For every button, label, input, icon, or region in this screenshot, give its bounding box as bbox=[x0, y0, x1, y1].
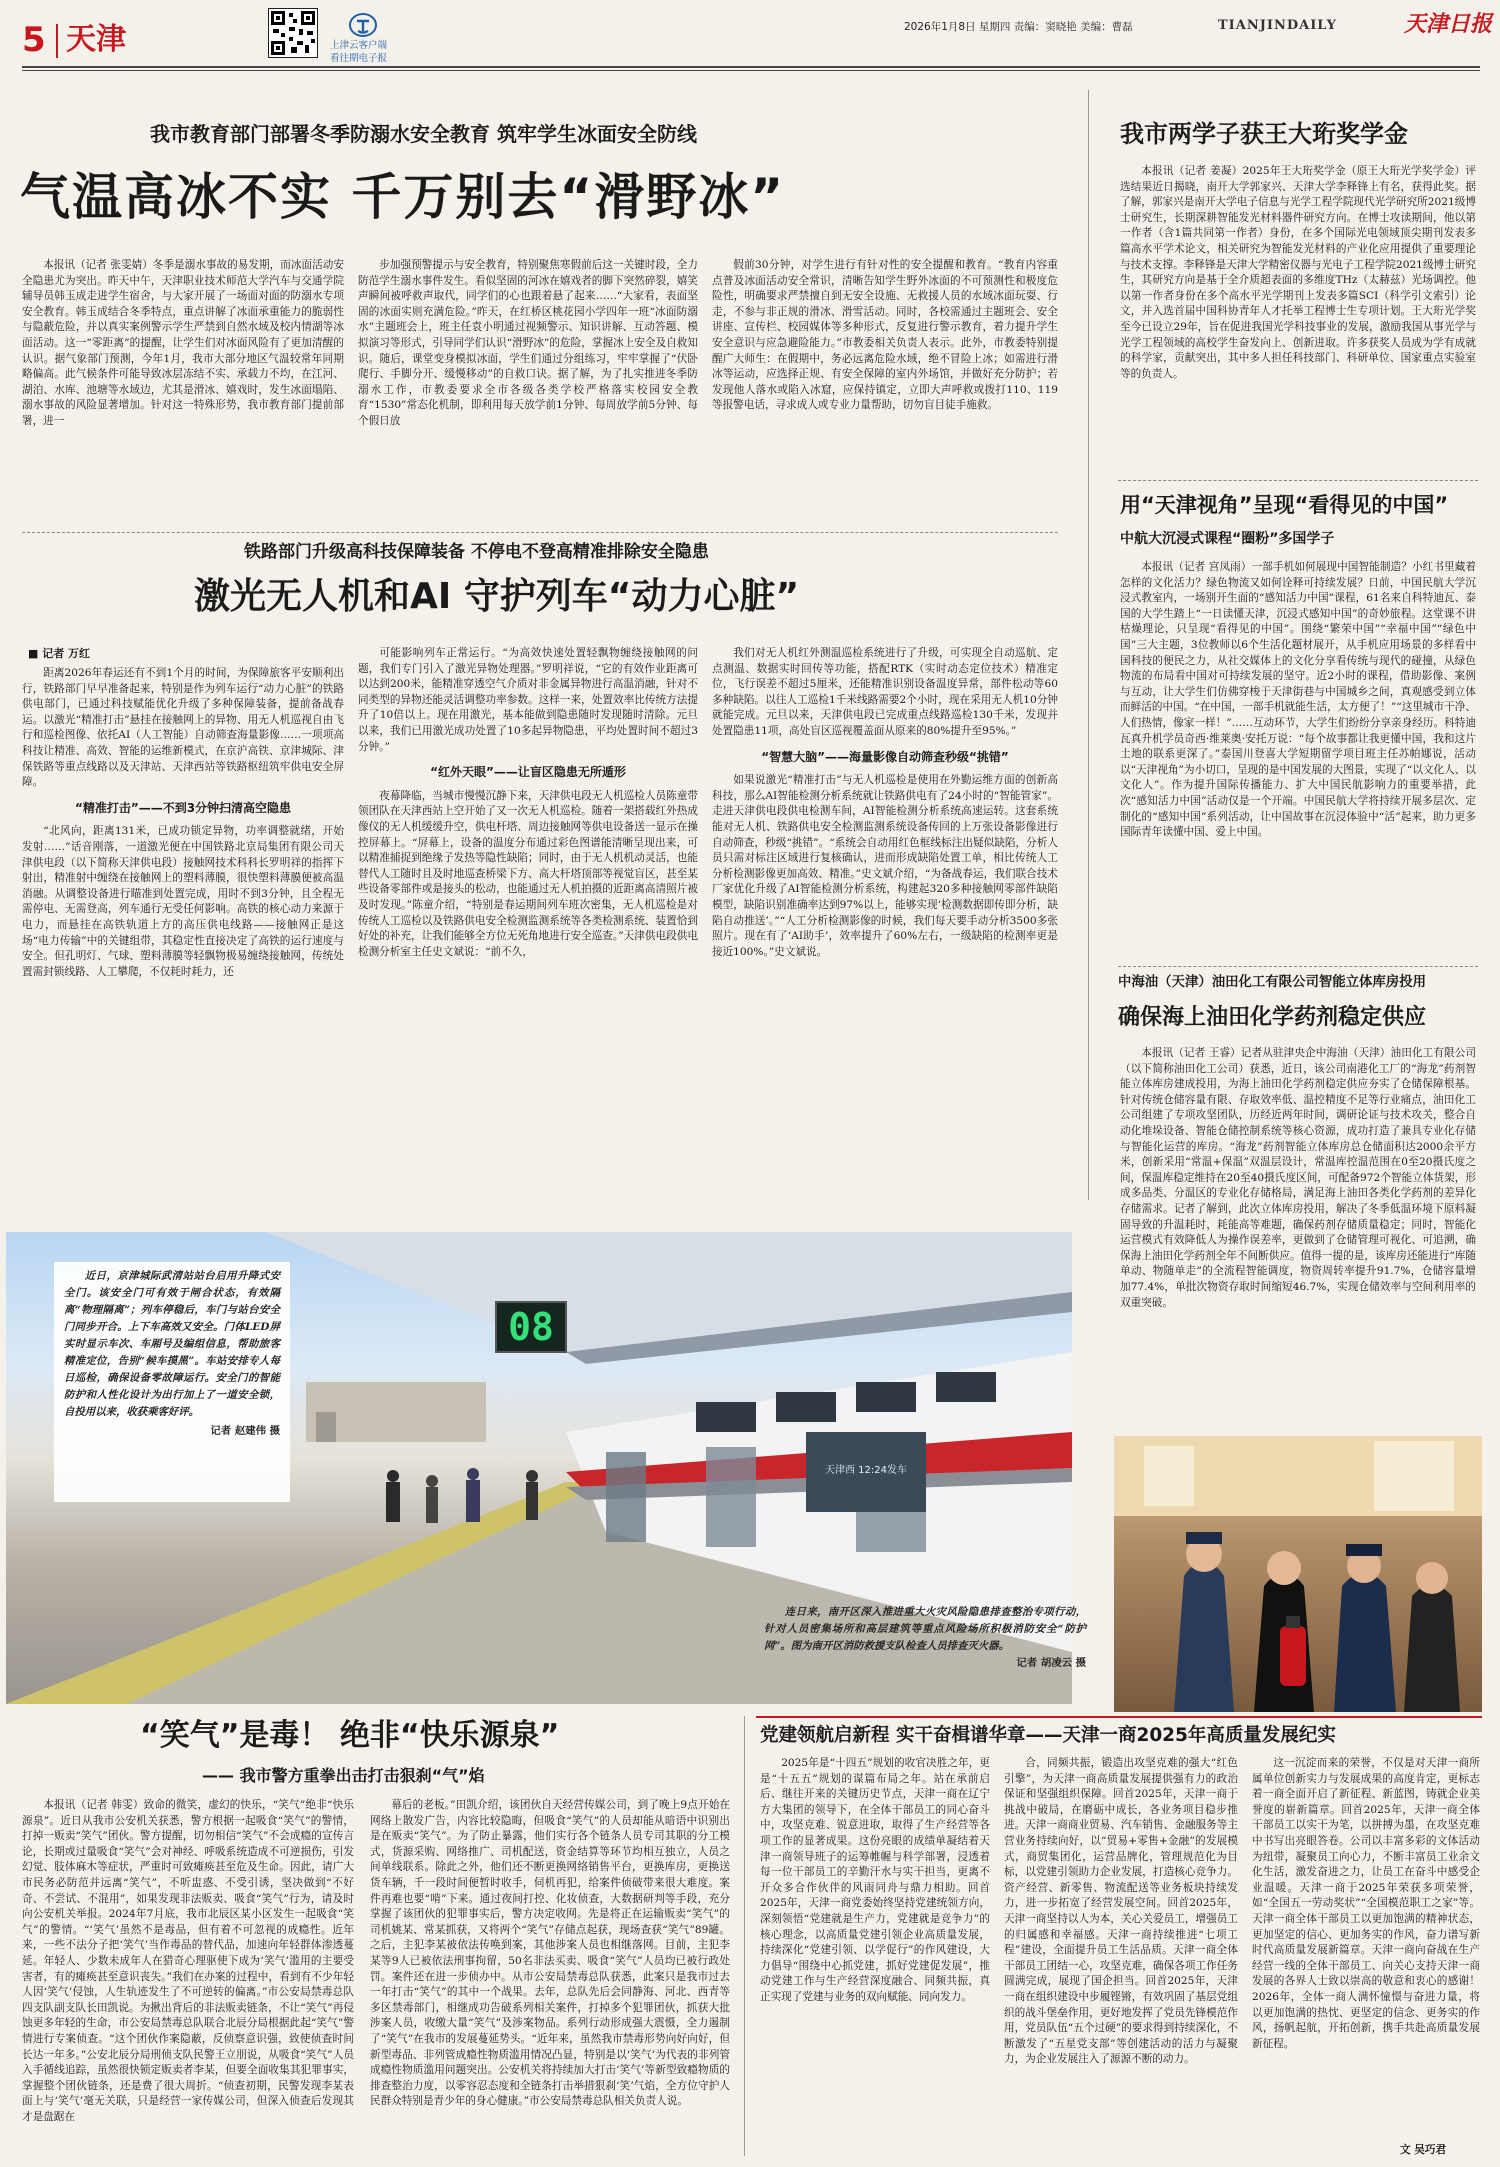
r1-body bbox=[1120, 164, 1476, 476]
a1-col1 bbox=[22, 258, 344, 468]
r3-body-text: 本报讯（记者 王睿）记者从驻津央企中海油（天津）油田化工有限公司（以下简称油田化工公司）获悉，近日，该公司南港化工厂的“海龙”药剂智能立体库房建成投用，为海上油田化学药剂稳定供应夯实了仓储保障根基。针对传统仓储容量有限、存取效率低、温控精度不足等行业痛点，油田化工公司组建了专项攻坚团队，历经近两年时间，调研论证与技术攻关，整合自动化堆垛设备、智能仓储控制系统等核心资源，成功打造了兼具专业化存储与智能化运营的库房。“海龙”药剂智能立体库房总仓储面积达2000余平方米，创新采用“常温+保温”双温层设计，常温库控温范围在0至20摄氏度之间，保温库稳定维持在20至40摄氏度区间，可配备972个智能立体货架，形成多品类、分温区的专业化存储格局，满足海上油田各类化学药剂的差异化存储需求。记者了解到，此次立体库房投用，解决了冬季低温环境下原料凝固导致的升温耗时，耗能高等难题，确保药剂存储质量稳定；同时，智能化运营模式有效降低人为操作误差率，更做到了仓储管理可视化、可追溯，确保海上油田化学药剂全年不间断供应。值得一提的是，该库房还能进行“库随单动、物随单走”的全流程智能调度，物资周转率提升91.7%，仓储容量增加77.4%，单批次物资存取时间缩短46.7%，实现仓储效率与空间利用率的双重突破。 bbox=[1120, 1047, 1476, 1309]
r1-body-text: 本报讯（记者 姜凝）2025年王大珩奖学金（原王大珩光学奖学金）评选结果近日揭晓，南开大学郭家兴、天津大学李释锋上有名，获得此奖。据了解，郭家兴是南开大学电子信息与光学工程学院现代光学研究所2021级博士研究生，长期深耕智能发光材料器件研究方向。在博士攻读期间，他以第一作者（含1篇共同第一作者）身份，在多个国际光电领域顶尖期刊发表多篇高水平学术论文，相关研究为智能发光材料的产业化应用提供了重要理论与技术支撑。李释锋是天津大学精密仪器与光电子工程学院2021级博士研究生，其研究方向是基于全介质超表面的多维度THz（太赫兹）光场调控。他以第一作者身份在多个高水平光学期刊上发表多篇SCI（科学引文索引）论文，并入选首届中国科协青年人才托举工程博士生专项计划。王大珩光学奖至今已设立29年，旨在促进我国光学科技事业的发展，激励我国从事光学与光学工程领域的高校学生奋发向上、创新进取。许多获奖人员成为学有成就的科学家，贡献突出，其中多人担任科技部门、科研单位、国家重点实验室等的负责人。 bbox=[1120, 165, 1476, 380]
r2-subhead: 中航大沉浸式课程“圈粉”多国学子 bbox=[1120, 531, 1335, 547]
a2-col2 bbox=[358, 646, 698, 1166]
a1-col3 bbox=[712, 258, 1058, 468]
photo-sign-text: 天津西 12:24发车 bbox=[825, 1465, 907, 1476]
photo2-credit: 记者 胡凌云 摄 bbox=[1016, 1657, 1086, 1669]
a4-col3-text: 这一沉淀而来的荣誉，不仅是对天津一商所属单位创新实力与发展成果的高度肯定，更标志着一商全面开启了新征程、新蓝图，铸就企业美誉度的崭新篇章。回首2025年，天津一商全体干部员工以实干为笔，以拼搏为墨，在攻坚克难中书写出亮眼答卷。公司以丰富多彩的文体活动为纽带，凝聚员工向心力，不断丰富员工业余文化生活，激发奋进之力，让员工在奋斗中感受企业温暖。天津一商于2025年荣获多项荣誉，如“全国五一劳动奖状”“全国模范职工之家”等。天津一商全体干部员工以更加饱满的精神状态，更加坚定的信心、更加务实的作风，奋力谱写新时代高质量发展新篇章。天津一商向奋战在生产经营一线的全体干部员工、向关心支持天津一商发展的各界人士致以崇高的敬意和衷心的感谢！2026年，全体一商人满怀憧憬与奋进力量，将以更加饱满的热忱、更坚定的信念、更务实的作风，扬帆起航，开拓创新，携手共赴高质量发展新征程。 bbox=[1252, 1757, 1480, 2050]
a2-col1 bbox=[22, 666, 344, 1166]
masthead-rule bbox=[22, 66, 1480, 68]
a3-col1-text: 本报讯（记者 韩雯）致命的微笑，虚幻的快乐，“笑气”绝非“快乐源泉”。近日从我市公安机关获悉，警方根据一起吸食“笑气”的警情，打掉一贩卖“笑气”团伙。警方提醒，切勿相信“笑气”不会成瘾的宣传言论，长期或过量吸食“笑气”会对神经、呼吸系统造成不可逆损伤，引发幻觉、肢体麻木等症状，严重时可致瘫痪甚至危及生命。因此，请广大市民务必防范并远离“笑气”，不听盅惑、不受引诱，坚决做到“不好奇、不尝试、不混用”，如果发现非法贩卖、吸食“笑气”行为，请及时向公安机关举报。2024年7月底，我市北辰区某小区发生一起吸食“笑气”的警情。“‘笑气’虽然不是毒品，但有着不可忽视的成瘾性。近年来，一些不法分子把‘笑气’当作毒品的替代品，加速向年轻群体渗透蔓延。年轻人、少数未成年人在猎奇心理驱使下成为‘笑气’滥用的主要受害者，有的瘫痪甚至意识丧失。”我们在办案的过程中，看到有不少年轻人因‘笑气’侵蚀，人生轨迹发生了不可逆转的偏离。”市公安局禁毒总队四支队副支队长田凯说。为揪出背后的非法贩卖链条，不让“笑气”再侵蚀更多年轻的生命，市公安局禁毒总队联合北辰分局根据此起“笑气”警情进行专案侦查。“这个团伙作案隐蔽，反侦察意识强，致使侦查时间长达一年多。”公安北辰分局刑侦支队民警王立朋说，从吸食“笑气”人员入手循线追踪，虽然很快锁定贩卖者李某，但要全面收集其犯罪事实，掌握整个团伙链条，还是费了很大周折。“侦查初期，民警发现李某表面上与‘笑气’毫无关联，只是经营一家传媒公司，但深入侦查后发现其才是盘踞在 bbox=[22, 1799, 354, 2123]
a2-kicker: 铁路部门升级高科技保障装备 不停电不登高精准排除安全隐患 bbox=[244, 542, 709, 562]
a2-headline: 激光无人机和AI 守护列车“动力心脏” bbox=[194, 576, 800, 617]
masthead bbox=[0, 0, 1500, 74]
photo-led-number: 08 bbox=[508, 1305, 554, 1349]
a1-kicker: 我市教育部门部署冬季防溺水安全教育 筑牢学生冰面安全防线 bbox=[150, 122, 697, 146]
paper-name-en: TIANJINDAILY bbox=[1218, 18, 1337, 33]
a4-byline: 文 吴巧君 bbox=[1400, 2144, 1447, 2156]
photo-fire-inspection bbox=[1114, 1436, 1482, 1712]
a2-subhead-3: “智慧大脑”——海量影像自动筛查秒级“挑错” bbox=[761, 749, 1009, 764]
a4-col2-text: 合，同频共振，锻造出攻坚克难的强大“红色引擎”，为天津一商高质量发展提供强有力的政治保证和坚强组织保障。回首2025年，天津一商于挑战中破局，在磨砺中成长，各业务项目稳步推进。天津一商商业贸易、汽车销售、金融服务等主营业务持续向好，以“贸易+零售+金融”的发展模式，商贸集团化，运营品牌化，管理规范化为目标，以党建引领助力企业发展，打造核心竞争力。资产经营、新零售、物流配送等业务板块持续发力，进一步拓宽了经营发展空间。回首2025年，天津一商坚持以人为本，关心关爱员工，增强员工的归属感和幸福感。天津一商持续推进“七项工程”建设，全面提升员工生活品质。天津一商全体干部员工团结一心，攻坚克难，确保各项工作任务圆满完成，展现了国企担当。回首2025年，天津一商在组织建设中步履铿锵，有效巩固了基层党组织的战斗堡垒作用，更好地发挥了党员先锋模范作用，党员队伍“五个过硬”的要求得到持续深化，不断激发了“五星党支部”等创建活动的活力与凝聚力，为企业发展注入了源源不断的动力。 bbox=[1004, 1757, 1238, 2066]
divider-a1-a2 bbox=[22, 532, 1058, 533]
a3-col2 bbox=[370, 1798, 730, 2158]
qr-code-icon[interactable] bbox=[268, 8, 318, 58]
a2-byline: ■ 记者 万红 bbox=[28, 647, 91, 660]
a2-subhead-1: “精准打击”——不到3分钟扫清高空隐患 bbox=[74, 800, 292, 815]
a2-col2-p2: 夜幕降临，当城市慢慢沉静下来，天津供电段无人机巡检人员陈童带领团队在天津西站上空开始了又一次无人机巡检。随着一架搭载红外热成像仪的无人机缓缓升空，供电杆塔、周边接触网等供电设备送一显示在操控屏幕上。“屏幕上，设备的温度分布通过彩色图谱能清晰呈现出来，可以精准捕捉到绝缘子发热等隐性缺陷；同时，由于无人机机动灵活，也能替代人工随时且及时地巡查桥梁下方、高大杆塔顶部等视觉盲区，甚至某些设备零部件或是接头的松动，也能通过无人机拍摄的近距离高清照片被及时发现。”陈童介绍，“特别是春运期间列车班次密集，无人机巡检是对传统人工巡检以及铁路供电安全检测监测系统等各类检测系统、装置恰到好处的补充，让我们能够全方位无死角地进行安全巡查。”天津供电段供电检测分析室主任史文斌说：“前不久， bbox=[358, 789, 698, 958]
r3-headline: 确保海上油田化学药剂稳定供应 bbox=[1118, 1005, 1427, 1030]
a3-col2-text: 幕后的老板。”田凯介绍，该团伙自天经营传媒公司，到了晚上9点开始在网络上散发广告，内容比较隐晦，但吸食“笑气”的人员却能从暗语中识别出是在贩卖“笑气”。为了防止暴露，他们实行各个链条人员专司其职的分工模式，货源采购、网络推广、司机配送，资金结算等环节均相互独立，人员之间单线联系。除此之外，他们还不断更换网络销售平台，更换库房，更换送货车辆，千一段时间便暂时收手，伺机再犯，给案件侦破带来很大难度。案件再难也要“啃”下来。通过夜间打控、化妆侦查，大数据研判等手段，充分掌握了该团伙的犯罪事实后，警方决定收网。先是将正在运输贩卖“笑气”的司机姚某、常某抓获，又将两个“笑气”存储点起获，现场查获“笑气”89罐。之后，主犯李某被依法传唤到案，其他涉案人员也相继落网。目前，主犯李某等9人已被依法刑事拘留，50名非法买卖、吸食“笑气”人员均已被行政处罚。案件还在进一步侦办中。从市公安局禁毒总队获悉，此案只是我市过去一年打击“笑气”的其中一个战果。去年，总队先后会同静海、河北、西青等多区禁毒部门，相继成功告破系列相关案件，打掉多个犯罪团伙，抓获大批涉案人员，收缴大量“笑气”及涉案物品。系列行动形成强大震慑，全力遏制了“笑气”在我市的发展蔓延势头。“近年来，虽然我市禁毒形势向好向好，但新型毒品、非列管成瘾性物质滥用情况凸显，特别是以‘笑气’为代表的非列管成瘾性物质滥用问题突出。公安机关将持续加大打击‘笑气’等新型致瘾物质的排查整治力度，以零容忍态度和全链条打击举措狠刹‘笑’气焰，全方位守护人民群众特别是青少年的身心健康。”市公安局禁毒总队相关负责人说。 bbox=[370, 1799, 730, 2108]
a1-col3-text: 假前30分钟，对学生进行有针对性的安全提醒和教育。“教育内容重点普及冰面活动安全常识，清晰告知学生野外冰面的不可预测性和极度危险性，明确要求严禁擅自到无安全设施、无救援人员的水域冰面玩耍、行走，不参与非正规的滑冰、滑雪活动。同时，各校需通过主题班会、安全讲座、宣传栏、校园媒体等多种形式，反复进行警示教育，着力提升学生安全意识与应急避险能力。”市教委相关负责人表示。此外，市教委特别提醒广大师生：在假期中，务必远离危险水域，绝不冒险上冰；如需进行滑冰等运动，应选择正规、有安全保障的室内外场馆，并做好充分防护；若发现他人落水或陷入冰窟，应保持镇定，立即大声呼救或拨打110、119等报警电话，寻求成人或专业力量帮助，切勿盲目徒手施救。 bbox=[712, 259, 1058, 412]
photo1-credit: 记者 赵建伟 摄 bbox=[210, 1425, 280, 1437]
a2-col3-p1: 我们对无人机红外测温巡检系统进行了升级，可实现全自动巡航、定点测温、数据实时回传等功能，搭配RTK（实时动态定位技术）精准定位，飞行误差不超过5厘米，还能精准识别设备温度异常，部件松动等60多种缺陷。以往人工巡检1千米线路需要2个小时，现在采用无人机10分钟就能完成。元旦以来，天津供电段已完成重点线路巡检130千米，发现并处置隐患11项，高处盲区巡视覆盖面从原来的80%提升至95%。” bbox=[712, 647, 1058, 737]
photo-fire-illustration bbox=[1114, 1436, 1482, 1712]
paper-name-cn: 天津日报 bbox=[1404, 11, 1493, 37]
a2-col2-p1: 可能影响列车正常运行。“为高效快速处置轻飘物缠绕接触网的问题，我们专门引入了激光异物处理器。”罗明祥说，“它的有效作业距离可以达到200米，能精准穿透空气介质对非金属异物进行高温消融，针对不同类型的异物还能灵活调整功率参数。这样一来，处置效率比传统方法提升了10倍以上。现在用激光，基本能做到隐患随时发现随时清除。元旦以来，我们已用激光成功处置了10多起异物隐患，平均处置时间不超过3分钟。” bbox=[358, 647, 698, 753]
photo2-caption-box bbox=[764, 1604, 1086, 1672]
a4-col1-text: 2025年是“十四五”规划的收官决胜之年，更是“十五五”规划的谋篇布局之年。站在承前启后、继往开来的关键历史节点，天津一商在辽宁方大集团的领导下，在全体干部员工的同心奋斗中，攻坚克难、锐意进取，取得了生产经营等各项工作的显著成果。这份亮眼的成绩单凝结着天津一商领导班子的运筹帷幄与科学部署，浸透着每一位干部员工的辛勤汗水与实干担当，更离不开众多合作伙伴的风雨同舟与鼎力相助。回首2025年，天津一商党委始终坚持党建统领方向，深刻领悟“党建就是生产力，党建就是竞争力”的核心理念，以高质量党建引领企业高质量发展，持续深化“党建引领、以学促行”的作风建设，大力倡导“围绕中心抓党建，抓好党建促发展”，推动党建工作与生产经营深度融合、同频共振，真正实现了党建与业务的双向赋能、同向发力。 bbox=[760, 1757, 990, 2003]
a2-col3-p2: 如果说激光“精准打击”与无人机巡检是使用在外勤运维方面的创新高科技，那么AI智能检测分析系统就让铁路供电有了24小时的“智能管家”。走进天津供电段供电检测车间，AI智能检测分析系统高速运转。这套系统能对无人机、铁路供电安全检测监测系统设备传回的上万张设备影像进行自动筛查，秒级“挑错”。“系统会自动用红色框线标注出疑似缺陷，分析人员只需对标注区域进行复核确认，进而形成缺陷处置工单，相比传统人工分析检测影像更加高效、精准。”史文斌介绍，“为备战春运，我们联合技术厂家优化升级了AI智能检测分析系统，构建起320多种接触网零部件缺陷模型，缺陷识别准确率达到97%以上，能够实现‘检测数据即传即分析，缺陷自动推送’。”“人工分析检测影像的时候，我们每天要手动分析3500多张照片。现在有了‘AI助手’，效率提升了60%左右，一级缺陷的检测率更是接近100%。”史文斌说。 bbox=[712, 774, 1058, 958]
a2-col1-p1: 距离2026年春运还有不到1个月的时间，为保障旅客平安顺利出行，铁路部门早早准备起来，特别是作为列车运行“动力心脏”的铁路供电部门，已通过科技赋能优化升级了多种保障装备，提前备战春运。以激光“精准打击”悬挂在接触网上的异物、用无人机巡视自由飞行和巡检图像、依托AI（人工智能）自动筛查海量影像……一项项高科技让精准、高效、智能的运维新模式，在京沪高铁、京津城际、津保铁路等重点线路以及天津站、天津西站等铁路枢纽筑牢供电安全屏障。 bbox=[22, 667, 344, 789]
section-divider bbox=[56, 24, 58, 58]
divider-r1-r2 bbox=[1118, 480, 1478, 481]
column-divider-bottom bbox=[744, 1716, 745, 2156]
r3-body bbox=[1120, 1046, 1476, 1410]
qr-text-1: 上津云客户端 bbox=[330, 40, 388, 51]
photo1-caption-box bbox=[54, 1262, 290, 1502]
a1-col2 bbox=[358, 258, 698, 468]
column-divider-right bbox=[1088, 90, 1089, 1200]
r3-kicker: 中海油（天津）油田化工有限公司智能立体库房投用 bbox=[1118, 975, 1426, 990]
qr-text-2: 看往期电子报 bbox=[330, 53, 388, 64]
a4-headline: 党建领航启新程 实干奋楫谱华章——天津一商2025年高质量发展纪实 bbox=[760, 1725, 1336, 1746]
a4-col2 bbox=[1004, 1756, 1238, 2160]
photo2-caption: 连日来，南开区深入推进重大火灾风险隐患排查整治专项行动，针对人员密集场所和高层建筑等重点风险场所积极消防安全“防护网”。图为南开区消防救援支队检查人员排查灭火器。 bbox=[764, 1606, 1086, 1652]
a2-subhead-2: “红外天眼”——让盲区隐患无所遁形 bbox=[430, 765, 626, 780]
a1-headline: 气温高冰不实 千万别去“滑野冰” bbox=[20, 168, 786, 226]
a2-col3 bbox=[712, 646, 1058, 1166]
a1-col1-text: 本报讯（记者 张雯婧）冬季是溺水事故的易发期，而冰面活动安全隐患尤为突出。昨天中午，天津职业技术师范大学汽车与交通学院辅导员韩玉成走进学生宿舍，与大家开展了一场面对面的防溺水专项安全教育。韩玉成结合冬季特点，重点讲解了冰面承重能力的脆弱性与隐蔽危险，并以真实案例警示学生严禁到自然水域及校内情湖等冰面活动。这一“零距离”的提醒，让学生们对冰面风险有了更加清醒的认识。据气象部门预测，今年1月，我市大部分地区气温较常年同期略偏高。此气候条件可能导致冰层冻结不实、承载力不均，在江河、湖泊、水库、池塘等水域边，尤其是滑冰、嬉戏时，发生冰面塌陷、溺水事故的风险显著增加。针对这一特殊形势，我市教育部门提前部署，进一 bbox=[22, 259, 344, 427]
a4-col3 bbox=[1252, 1756, 1480, 2142]
section-label: 天津 bbox=[66, 22, 126, 57]
a4-col1 bbox=[760, 1756, 990, 2160]
app-logo-icon bbox=[348, 12, 378, 38]
page-number: 5 bbox=[22, 20, 46, 60]
photo1-caption: 近日，京津城际武清站站台启用升降式安全门。该安全门可有效于闸合状态，有效隔离“物理隔离”；列车停稳后，车门与站台安全门同步开合。上下车高效又安全。门体LED屏实时显示车次、车厢号及编组信息，帮助旅客精准定位，告别“候车摸黑”。车站安排专人每日巡检，确保设备零故障运行。安全门的智能防护和人性化设计为出行加上了一道安全锁，自投用以来，收获乘客好评。 bbox=[64, 1270, 280, 1418]
a3-headline: “笑气”是毒！ 绝非“快乐源泉” bbox=[140, 1718, 560, 1753]
a2-col1-p2: “北风向，距离131米，已成功锁定异物，功率调整就绪，开始发射……”话音刚落，一道激光便在中国铁路北京局集团有限公司天津供电段（以下简称天津供电段）接触网技术科科长罗明祥的指挥下射出，精准射中缠绕在接触网上的塑料薄膜，很快塑料薄膜便被高温消融。从调整设备进行瞄准到处置完成，用时不到3分钟，且全程无需停电、无需登高，列车通行无受任何影响。高铁的核心动力来源于电力，而悬挂在高铁轨道上方的高压供电线路——接触网正是这场“电力传输”中的关键组带，其稳定性直接决定了高铁的运行速度与安全。但孔明灯、气球、塑料薄膜等轻飘物极易缠绕接触网，传统处置需封锁线路、人工攀爬，不仅耗时耗力，还 bbox=[22, 825, 344, 978]
r2-body-text: 本报讯（记者 宫凤雨）一部手机如何展现中国智能制造？小红书里藏着怎样的文化活力？绿色物流又如何诠释可持续发展？日前，中国民航大学沉浸式教室内，一场别开生面的“感知活力中国”课程，61名来自科特迪瓦、泰国的大学生踏上“一日读懂天津，沉浸式感知中国”的奇妙旅程。这堂课不讲枯燥理论，只呈现“看得见的中国”。围绕“繁荣中国”“幸福中国”“绿色中国”三大主题，3位教师以6个生活化题材展开，从手机应用场景的多样看中国科技的便民之力，从社交媒体上的文化分享看传统与现代的碰撞，从绿色物流的布局看中国对可持续发展的坚守。近2小时的课程，借助影像、案例与互动，让大学生们仿佛穿梭于天津街巷与中国城乡之间，真观感受到立体而鲜活的中国。“在中国，一部手机就能生活，太方便了！”“这里城市干净、人们热情，像家一样！”……互动环节，大学生们纷纷分享亲身经历。科特迪瓦真升机学员奇西·维莱奥·安托万说：“每个故事都让我更懂中国，我和这片土地的联系更深了。”泰国川登喜大学短期留学项目班主任苏帕娜说，活动以“天津视角”为小切口，呈现的是中国发展的大图景，实现了“以文化人、以文化人”。作为提升国际传播能力、扩大中国民航影响力的重要举措，此次“感知活力中国”活动仅是一个开端。中国民航大学将持续开展多层次、定制化的“感知中国”系列活动，让中国故事在沉浸体验中“活”起来，助力更多国际青年读懂中国、爱上中国。 bbox=[1120, 561, 1476, 839]
a3-subhead: —— 我市警方重拳出击打击狠刹“气”焰 bbox=[202, 1766, 485, 1785]
a3-col1 bbox=[22, 1798, 354, 2158]
r2-headline: 用“天津视角”呈现“看得见的中国” bbox=[1120, 493, 1449, 517]
r2-body bbox=[1120, 560, 1476, 928]
a4-top-rule bbox=[756, 1716, 1482, 1718]
divider-r2-r3 bbox=[1118, 966, 1478, 967]
masthead-rule-thin bbox=[22, 70, 1480, 71]
a1-col2-text: 步加强预警提示与安全教育，特别聚焦寒假前后这一关键时段，全力防范学生溺水事件发生。看似坚固的河冰在嬉戏者的脚下突然碎裂，嬉笑声瞬间被呼救声取代，同学们的心也跟着悬了起来……“大家看，表面坚固的冰面实则充满危险。”昨天，在红桥区桃花园小学四年一班“冰面防溺水”主题班会上，班主任袁小明通过视频警示、知识讲解、互动答题、模拟演习等形式，引导同学们认识“滑野冰”的危险，掌握冰上安全及自救知识。随后，课堂变身模拟冰面，学生们通过分组练习，牢牢掌握了“伏卧爬行、手脚分开、缓慢移动”的自救口诀。据了解，为了扎实推进冬季防溺水工作，市教委要求全市各级各类学校严格落实校园安全教育“1530”常态化机制，即利用每天放学前1分钟、每周放学前5分钟、每个假日放 bbox=[358, 259, 698, 427]
issue-meta: 2026年1月8日 星期四 责编：窦晓艳 美编：曹磊 bbox=[904, 21, 1133, 33]
r1-headline: 我市两学子获王大珩奖学金 bbox=[1120, 120, 1408, 148]
